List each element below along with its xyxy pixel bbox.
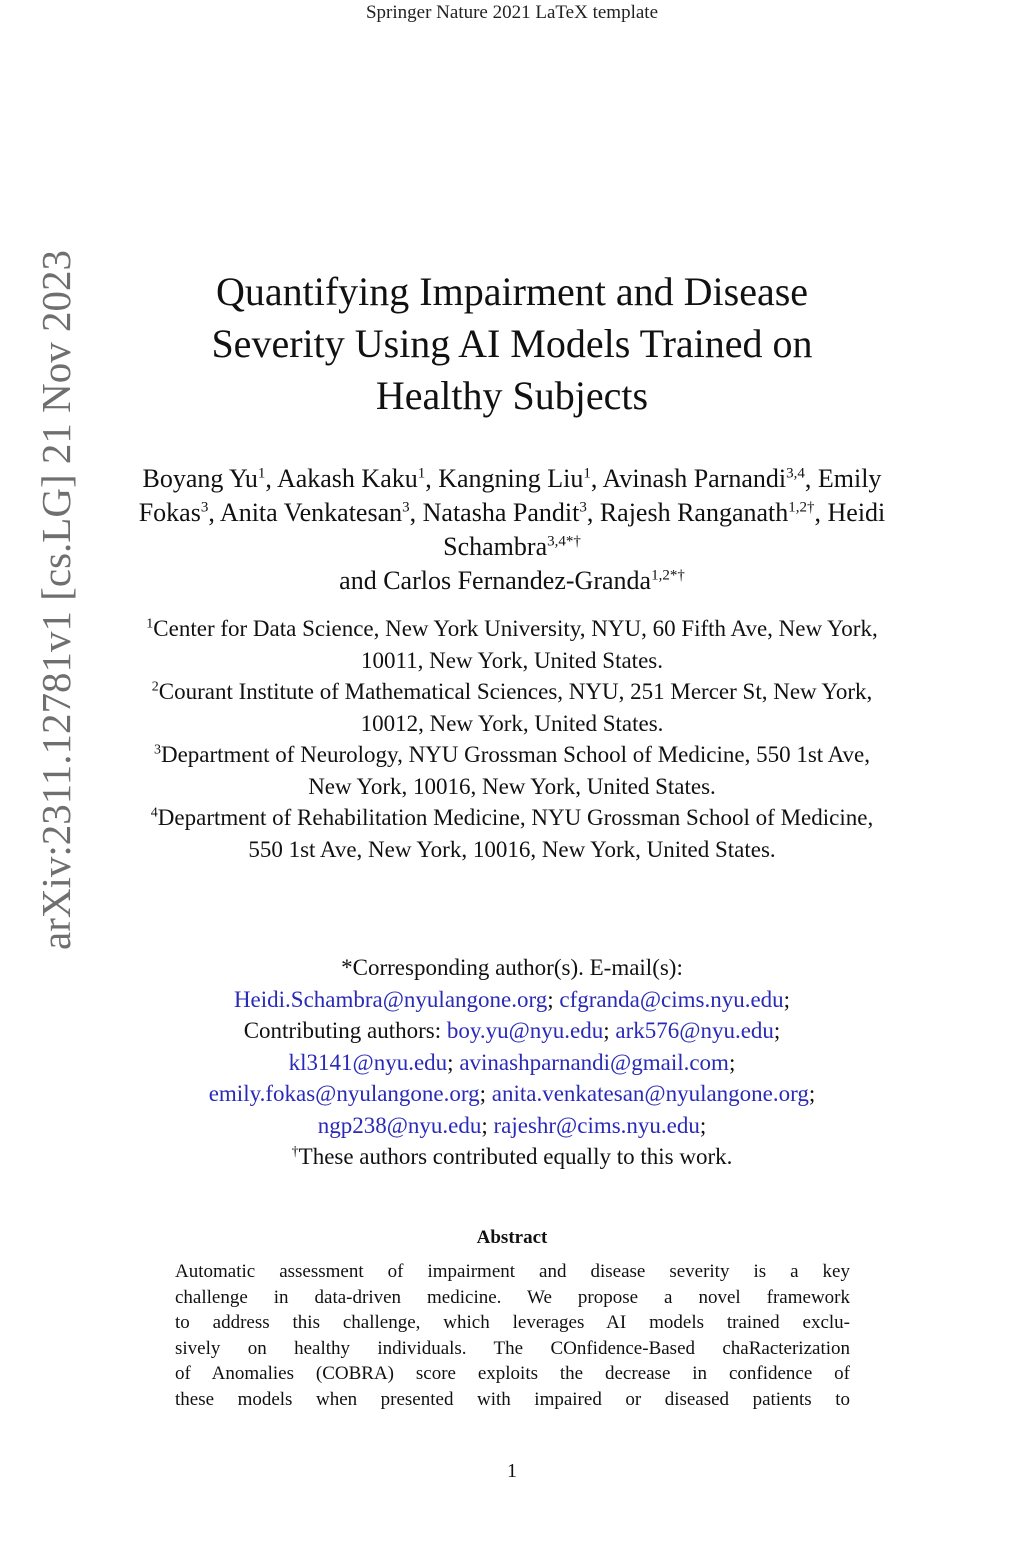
author-affiliation-mark: 3,4 (786, 465, 805, 482)
equal-contribution-note: These authors contributed equally to this work. (298, 1144, 733, 1169)
email-link[interactable]: anita.venkatesan@nyulangone.org (491, 1081, 809, 1106)
abstract-line: of Anomalies (COBRA) score exploits the decrease in confidence of (175, 1363, 850, 1385)
author-name: Avinash Parnandi (602, 464, 787, 493)
affiliation (140, 613, 884, 676)
affiliation-number: 4 (150, 805, 158, 821)
email-link[interactable]: cfgranda@cims.nyu.edu (559, 986, 784, 1012)
affiliation-text: Center for Data Science, New York University, NYU, 60 Fifth Ave, New York, 10011, New York, United States. (153, 616, 878, 673)
author-name: Aakash Kaku (276, 464, 418, 493)
affiliation (140, 676, 884, 739)
paper-title (150, 266, 874, 422)
author-affiliation-mark: 3 (402, 499, 410, 516)
author-name: Heidi Schambra (443, 498, 886, 561)
title-line: Quantifying Impairment and Disease (215, 269, 809, 314)
arxiv-identifier-stamp[interactable]: arXiv:2311.12781v1 [cs.LG] 21 Nov 2023 (33, 250, 79, 950)
running-title: Springer Nature 2021 LaTeX template (365, 2, 658, 23)
email-link[interactable]: kl3141@nyu.edu (288, 1049, 448, 1075)
email-link[interactable]: ngp238@nyu.edu (317, 1112, 482, 1138)
author-separator: , (586, 498, 600, 527)
author-separator: , (814, 498, 828, 527)
author-affiliation-mark: 1 (257, 465, 266, 482)
author-name: Anita Venkatesan (219, 498, 403, 527)
author-affiliation-mark: 3,4*† (547, 533, 581, 550)
email-link[interactable]: rajeshr@cims.nyu.edu (493, 1112, 700, 1138)
author-name: Emily Fokas (138, 464, 882, 527)
affiliation-number: 2 (151, 679, 159, 695)
abstract-line: Automatic assessment of impairment and disease severity is a key (175, 1261, 850, 1282)
author-separator: , (265, 464, 277, 493)
author-separator: , (590, 464, 603, 493)
author-separator: , (425, 464, 439, 493)
running-header (0, 2, 1024, 24)
abstract-line: these models when presented with impaired or diseased patients to (175, 1388, 850, 1410)
email-link[interactable]: Heidi.Schambra@nyulangone.org (233, 986, 548, 1012)
author-name: Boyang Yu (142, 464, 258, 493)
abstract-line: sively on healthy individuals. The COnfidence-Based chaRacterization (175, 1337, 850, 1359)
author-affiliation-mark: 1,2*† (651, 567, 685, 584)
correspondence-block: *Corresponding author(s). E-mail(s): Heidi.Schambra@nyulangone.org; cfgranda@cims.nyu.edu; Contributing authors: boy.yu@nyu.edu; ark576@nyu.edu; kl3141@nyu.edu; avinashparnandi@gmail.com; emily.fokas@nyulangone.org; anita.venkatesan@nyulangone.org; ngp238@nyu.edu; rajeshr@cims.nyu.edu; †These authors contributed equally to this work. (208, 955, 816, 1169)
abstract-heading: Abstract (476, 1227, 548, 1248)
author-separator: , (409, 498, 423, 527)
affiliation-list (140, 613, 884, 865)
affiliation-text: Department of Neurology, NYU Grossman School of Medicine, 550 1st Ave, New York, 10016, New York, United States. (160, 742, 871, 799)
email-link[interactable]: avinashparnandi@gmail.com (459, 1049, 729, 1075)
equal-contribution-mark: † (291, 1144, 299, 1160)
affiliation-text: Courant Institute of Mathematical Sciences, NYU, 251 Mercer St, New York, 10012, New York, United States. (158, 679, 873, 736)
affiliation-number: 1 (146, 616, 154, 632)
correspondence-label: *Corresponding author(s). E-mail(s): (341, 955, 683, 980)
author-separator: , (208, 498, 220, 527)
author-affiliation-mark: 1,2† (788, 499, 815, 516)
abstract-line: challenge in data-driven medicine. We propose a novel framework (175, 1286, 850, 1308)
email-link[interactable]: emily.fokas@nyulangone.org (208, 1081, 480, 1106)
author-separator: and (339, 566, 384, 595)
author-name: Natasha Pandit (422, 498, 580, 527)
author-name: Rajesh Ranganath (599, 498, 789, 527)
author-affiliation-mark: 3 (200, 499, 209, 516)
abstract-body (175, 1259, 850, 1413)
page-number: 1 (507, 1460, 517, 1482)
affiliation-number: 3 (153, 742, 161, 758)
author-list (130, 462, 894, 598)
email-link[interactable]: boy.yu@nyu.edu (446, 1018, 604, 1043)
affiliation (140, 802, 884, 865)
author-affiliation-mark: 1 (417, 465, 426, 482)
email-link[interactable]: ark576@nyu.edu (615, 1018, 774, 1043)
affiliation-text: Department of Rehabilitation Medicine, NYU Grossman School of Medicine, 550 1st Ave, New York, 10016, New York, United States. (157, 805, 874, 862)
author-separator: , (804, 464, 818, 493)
affiliation (140, 739, 884, 802)
contributing-label: Contributing authors: (243, 1018, 442, 1043)
author-affiliation-mark: 1 (583, 465, 591, 482)
author-name: Carlos Fernandez-Granda (383, 566, 652, 595)
author-affiliation-mark: 3 (579, 499, 587, 516)
abstract-line: to address this challenge, which leverages AI models trained exclu- (175, 1312, 850, 1334)
author-name: Kangning Liu (438, 464, 584, 493)
title-line: Healthy Subjects (375, 373, 649, 418)
title-line: Severity Using AI Models Trained on (211, 321, 813, 366)
